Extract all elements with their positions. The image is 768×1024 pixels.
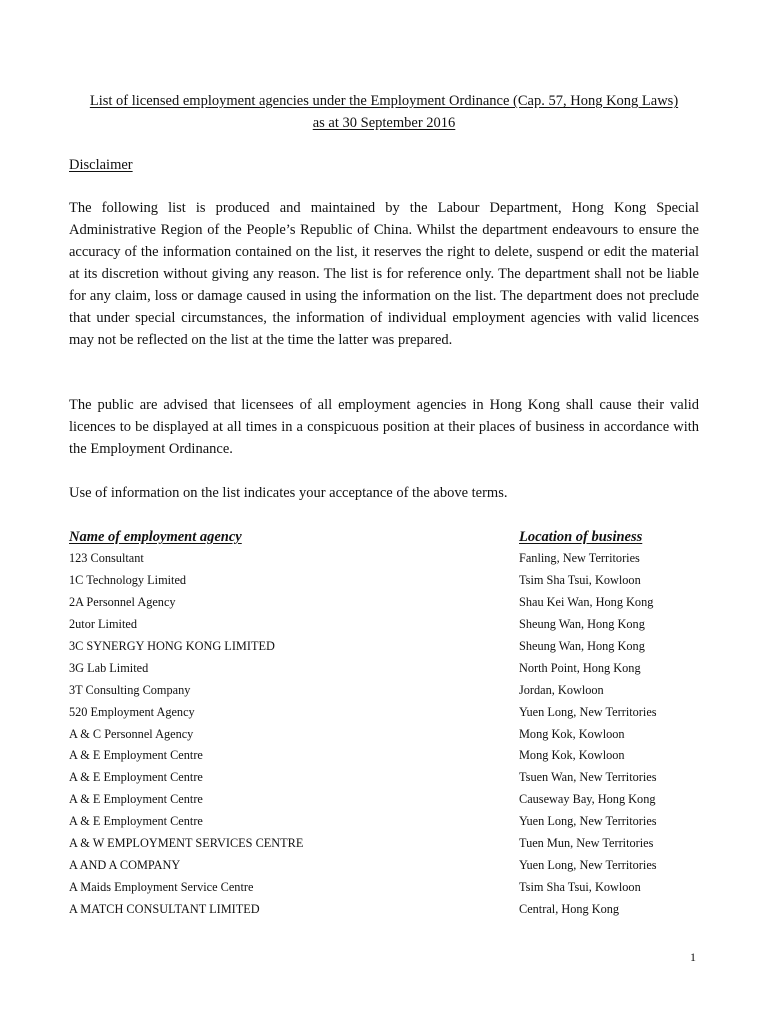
agency-name: A & E Employment Centre [69, 792, 203, 807]
agency-location: Tsim Sha Tsui, Kowloon [519, 879, 641, 894]
agency-location: Yuen Long, New Territories [519, 857, 657, 872]
agency-location: Central, Hong Kong [519, 901, 620, 916]
agency-name: A Maids Employment Service Centre [69, 879, 254, 894]
table-row [69, 723, 699, 745]
table-row [69, 592, 699, 614]
agency-location: Tsuen Wan, New Territories [519, 770, 657, 785]
agency-location: Sheung Wan, Hong Kong [519, 639, 645, 653]
disclaimer-paragraph-2: The public are advised that licensees of all employment agencies in Hong Kong shall cause their valid licences to be displayed at all times in a conspicuous position at their places of business in accordance with the Employment Ordinance. [69, 397, 699, 457]
agency-name: 2A Personnel Agency [69, 595, 176, 610]
agency-location: Jordan, Kowloon [519, 682, 604, 697]
table-row [69, 570, 699, 592]
disclaimer-paragraph-3: Use of information on the list indicates your acceptance of the above terms. [69, 485, 508, 501]
table-row [69, 614, 699, 636]
agency-name: 3C SYNERGY HONG KONG LIMITED [69, 639, 275, 653]
agency-list [69, 548, 699, 920]
agency-name: A & E Employment Centre [69, 770, 203, 785]
agency-location: Tuen Mun, New Territories [519, 836, 654, 851]
table-row [69, 679, 699, 701]
document-title [69, 90, 699, 134]
table-row [69, 833, 699, 855]
table-row [69, 657, 699, 679]
agency-name: 123 Consultant [69, 551, 144, 566]
agency-location: Tsim Sha Tsui, Kowloon [519, 573, 641, 588]
table-row [69, 876, 699, 898]
title-line-2: as at 30 September 2016 [312, 115, 456, 131]
table-row [69, 701, 699, 723]
agency-name: 3T Consulting Company [69, 682, 191, 697]
table-row [69, 789, 699, 811]
agency-name: A MATCH CONSULTANT LIMITED [69, 901, 260, 916]
table-row [69, 898, 699, 920]
agency-location: Causeway Bay, Hong Kong [519, 792, 656, 807]
agency-location: Sheung Wan, Hong Kong [519, 617, 645, 632]
table-row [69, 811, 699, 833]
agency-name: A & W EMPLOYMENT SERVICES CENTRE [69, 836, 304, 851]
agency-name: A & E Employment Centre [69, 748, 203, 763]
agency-location: Mong Kok, Kowloon [519, 748, 625, 763]
agency-location: Shau Kei Wan, Hong Kong [519, 595, 654, 610]
disclaimer-heading: Disclaimer [69, 157, 133, 173]
agency-name: A AND A COMPANY [69, 857, 181, 872]
agency-name-column-header: Name of employment agency [69, 529, 242, 545]
agency-name: A & E Employment Centre [69, 814, 203, 829]
title-line-1: List of licensed employment agencies under the Employment Ordinance (Cap. 57, Hong Kong Laws) [89, 93, 679, 109]
table-row [69, 745, 699, 767]
agency-name: 3G Lab Limited [69, 660, 149, 675]
table-row [69, 854, 699, 876]
agency-location: Yuen Long, New Territories [519, 704, 657, 719]
agency-name: 520 Employment Agency [69, 704, 195, 719]
table-row [69, 636, 699, 658]
agency-name: A & C Personnel Agency [69, 726, 194, 741]
agency-location: Yuen Long, New Territories [519, 814, 657, 829]
disclaimer-paragraph-1: The following list is produced and maintained by the Labour Department, Hong Kong Special Administrative Region of the People’s Republic of China. Whilst the department endeavours to ensure the accuracy of the information contained on the list, it reserves the right to delete, suspend or edit the material at its discretion without giving any reason. The list is for reference only. The department shall not be liable for any claim, loss or damage caused in using the information on the list. The department does not preclude that under special circumstances, the information of individual employment agencies with valid licences may not be reflected on the list at the time the latter was prepared. [69, 200, 699, 348]
agency-name: 1C Technology Limited [69, 573, 187, 588]
location-column-header: Location of business [519, 529, 643, 545]
agency-location: Mong Kok, Kowloon [519, 726, 625, 741]
page-number: 1 [690, 950, 696, 964]
table-row [69, 767, 699, 789]
table-row [69, 548, 699, 570]
agency-location: North Point, Hong Kong [519, 660, 641, 675]
agency-name: 2utor Limited [69, 617, 137, 632]
agency-location: Fanling, New Territories [519, 551, 640, 566]
